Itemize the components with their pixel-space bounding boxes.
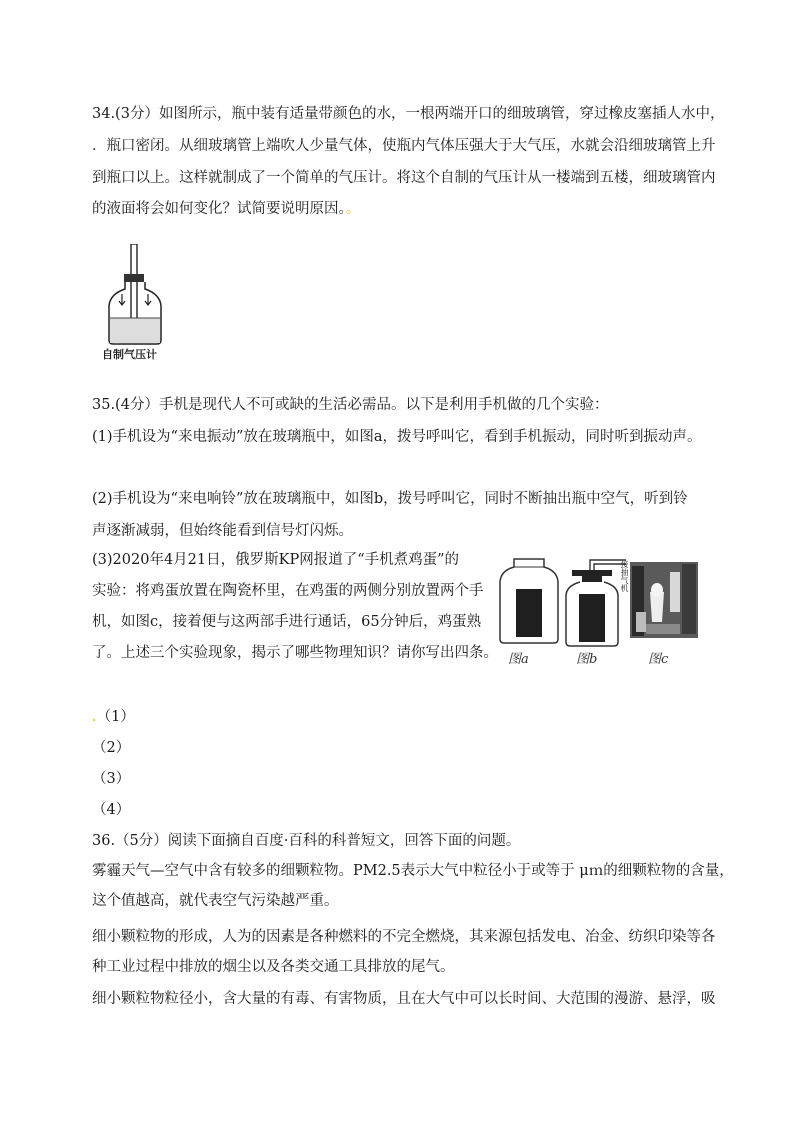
answer-1	[92, 708, 135, 726]
figure-a-label: 图a	[508, 652, 529, 667]
pump-label: 接抽气机	[620, 560, 629, 592]
q36-line-2: 雾霾天气—空气中含有较多的细颗粒物。PM2.5表示大气中粒径小于或等于 μｍ的细颗粒物的含量，	[92, 863, 734, 879]
q36-line-3: 这个值越高，就代表空气污染越严重。	[92, 893, 339, 909]
q35-line-4: 声逐渐减弱，但始终能看到信号灯闪烁。	[92, 523, 353, 539]
answer-2: （2）	[92, 740, 131, 756]
q35-line-5: (3)2020年4月21日，俄罗斯KP网报道了“手机煮鸡蛋”的	[92, 552, 460, 568]
figure-c-label: 图c	[648, 652, 669, 667]
q35-line-7: 机，如图c，接着便与这两部手进行通话，65分钟后，鸡蛋熟	[92, 614, 482, 630]
figure-c-photo	[630, 562, 698, 638]
answer-4: （4）	[92, 802, 131, 818]
q35-line-3: (2)手机设为“来电响铃”放在玻璃瓶中，如图b，拨号呼叫它，同时不断抽出瓶中空气，听到铃	[92, 491, 688, 507]
q34-line-3: 到瓶口以上。这样就制成了一个简单的气压计。将这个自制的气压计从一楼端到五楼，细玻璃管内	[92, 170, 716, 186]
q34-line-4-text: 的液面将会如何变化？试简要说明原因。	[92, 201, 346, 217]
q35-line-8: 了。上述三个实验现象，揭示了哪些物理知识？请你写出四条。	[92, 645, 498, 661]
answer-3: （3）	[92, 771, 131, 787]
q36-line-1: 36.（5分）阅读下面摘自百度·百科的科普短文，回答下面的问题。	[92, 833, 521, 849]
q34-line-4	[92, 200, 360, 218]
figure-b-label: 图b	[576, 652, 598, 667]
barometer-figure	[100, 244, 170, 362]
yellow-dot: 。	[345, 201, 361, 217]
q35-line-2: (1)手机设为“来电振动”放在玻璃瓶中，如图a，拨号呼叫它，看到手机振动，同时听到振动声。	[92, 429, 702, 445]
q36-line-4: 细小颗粒物的形成，人为的因素是各种燃料的不完全燃烧，其来源包括发电、冶金、纺织印染等各	[92, 929, 716, 945]
q36-line-6: 细小颗粒物粒径小，含大量的有毒、有害物质，且在大气中可以长时间、大范围的漫游、悬浮，吸	[92, 991, 716, 1007]
q35-line-6: 实验：将鸡蛋放置在陶瓷杯里，在鸡蛋的两侧分别放置两个手	[92, 583, 484, 599]
barometer-caption: 自制气压计	[102, 348, 157, 361]
figure-a-jar	[496, 555, 562, 645]
q36-line-5: 种工业过程中排放的烟尘以及各类交通工具排放的尾气。	[92, 959, 455, 975]
q34-line-2: ．瓶口密闭。从细玻璃管上端吹人少量气体，使瓶内气体压强大于大气压，水就会沿细玻璃管上升	[92, 138, 716, 154]
q35-line-1: 35.(4分）手机是现代人不可或缺的生活必需品。以下是利用手机做的几个实验：	[92, 397, 609, 413]
q34-line-1: 34.(3分）如图所示，瓶中装有适量带颜色的水，一根两端开口的细玻璃管，穿过橡皮塞插人水中，	[92, 106, 725, 122]
answer-1-label: （1）	[96, 709, 135, 725]
yellow-dot-2: .	[92, 709, 97, 725]
